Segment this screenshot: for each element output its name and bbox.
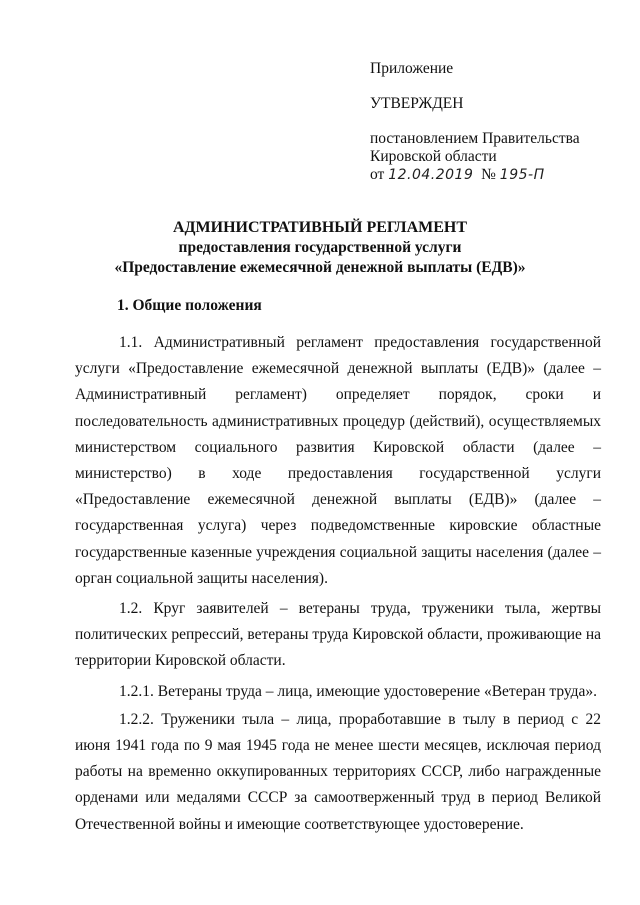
approved-label: УТВЕРЖДЕН bbox=[370, 95, 464, 112]
document-title bbox=[40, 218, 600, 278]
title-line-2: предоставления государственной услуги bbox=[178, 239, 462, 256]
date-prefix: от bbox=[370, 166, 385, 183]
approval-block bbox=[370, 60, 630, 184]
paragraph: 1.2. Круг заявителей – ветераны труда, труженики тыла, жертвы политических репрессий, ветераны труда Кировской области, проживающие на территории Кировской области. bbox=[75, 600, 601, 670]
number-prefix: № bbox=[481, 166, 496, 183]
decree-date-line bbox=[370, 166, 630, 184]
section-heading: 1. Общие положения bbox=[117, 297, 262, 314]
document-body bbox=[75, 330, 601, 842]
title-line-1: АДМИНИСТРАТИВНЫЙ РЕГЛАМЕНТ bbox=[172, 219, 468, 236]
decree-line-2: Кировской области bbox=[370, 148, 497, 165]
appendix-label: Приложение bbox=[370, 60, 454, 77]
paragraph: 1.2.1. Ветераны труда – лица, имеющие удостоверение «Ветеран труда». bbox=[119, 682, 598, 700]
paragraph: 1.1. Административный регламент предоставления государственной услуги «Предоставление ежемесячной денежной выплаты (ЕДВ)» (далее – Административный регламент) определяет порядок, сроки и последовательность административных процедур (действий), осуществляемых министерством социального развития Кировской области (далее – министерство) в ходе предоставления государственной услуги «Предоставление ежемесячной денежной выплаты (ЕДВ)» (далее – государственная услуга) через подведомственные кировские областные государственные казенные учреждения социальной защиты населения (далее – орган социальной защиты населения). bbox=[75, 334, 601, 587]
title-line-3: «Предоставление ежемесячной денежной выплаты (ЕДВ)» bbox=[114, 259, 526, 276]
decree-date: 12.04.2019 bbox=[388, 167, 474, 183]
decree-line-1: постановлением Правительства bbox=[370, 130, 580, 147]
decree-number: 195-П bbox=[499, 167, 545, 183]
paragraph: 1.2.2. Труженики тыла – лица, проработавшие в тылу в период с 22 июня 1941 года по 9 мая 1945 года не менее шести месяцев, исключая период работы на временно оккупированных территориях СССР, либо награжденные орденами или медалями СССР за самоотверженный труд в период Великой Отечественной войны и имеющие соответствующее удостоверение. bbox=[75, 710, 601, 833]
